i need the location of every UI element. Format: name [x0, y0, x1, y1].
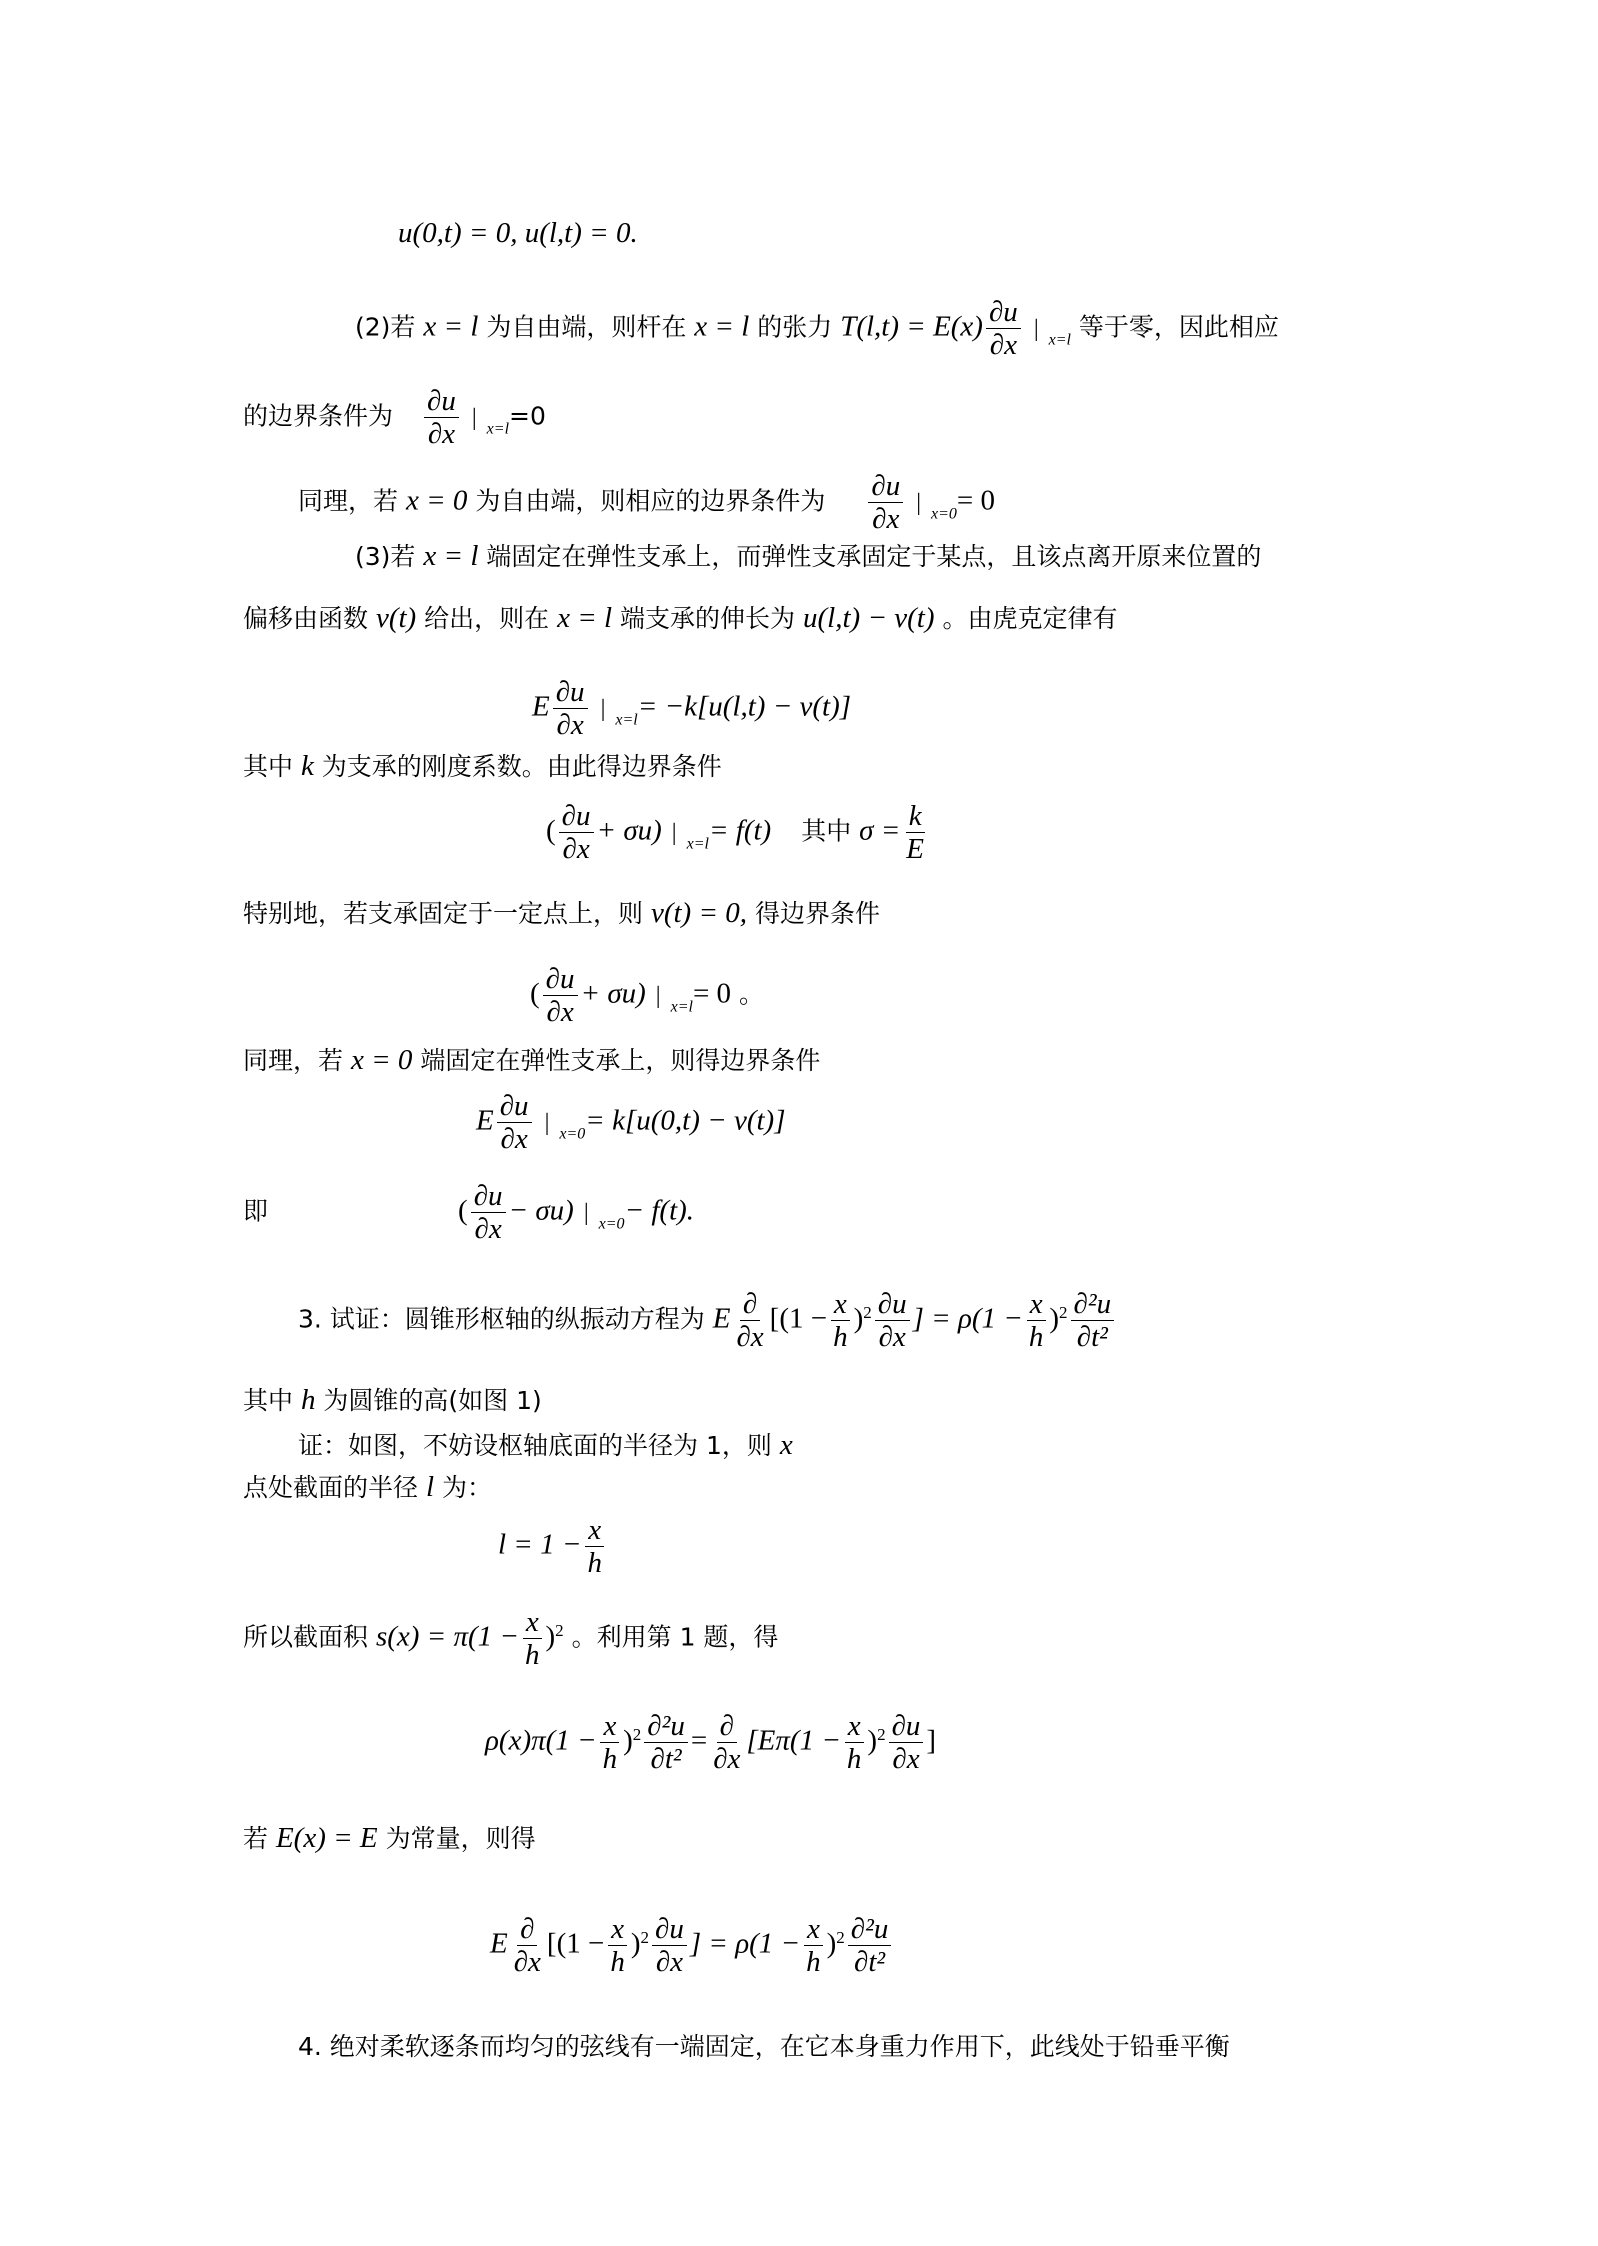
- frac-du-dx: $\frac{\partial u}{\partial x}$: [986, 296, 1021, 361]
- frac-x-h: $\frac{x}{h}$: [584, 1514, 605, 1579]
- frac-d-dx: ∂ ∂x: [513, 1913, 541, 1978]
- para-elastic-zero-end: 同理，若 x = 0 端固定在弹性支承上，则得边界条件: [243, 1044, 821, 1076]
- frac-x-h: $\frac{x}{h}$: [607, 1913, 628, 1978]
- frac-x-h: $\frac{x}{h}$: [600, 1710, 621, 1775]
- eq-radius: l = 1 − $\frac{x}{h}$: [498, 1514, 608, 1579]
- eq-elastic-zero: E $\frac{\partial u}{\partial x}$ | $_{x=0}$= k[u(0,t) − v(t)]: [476, 1090, 786, 1155]
- frac-du-dx: $\frac{\partial u}{\partial x}$: [868, 470, 903, 535]
- frac-d2u-dt2: $\frac{\text{∂²u}}{\text{∂t²}}$: [1071, 1288, 1115, 1353]
- eq-elastic-zero-result: 即 ( $\frac{\partial u}{\partial x}$ − σu) | $_{x=0}$− f(t).: [243, 1180, 695, 1245]
- frac-du-dx: $\frac{\partial u}{\partial x}$: [497, 1090, 532, 1155]
- frac-d-dx: ∂ ∂x: [736, 1288, 764, 1353]
- frac-du-dx: $\frac{\partial u}{\partial x}$: [889, 1710, 924, 1775]
- frac-x-h: $\frac{x}{h}$: [830, 1288, 851, 1353]
- para-free-end-zero: 同理，若 x = 0 为自由端，则相应的边界条件为 $\frac{\partial u}{\partial x}$ | $_{x=0}$= 0: [298, 470, 996, 535]
- eq-final: E ∂ ∂x [(1 − $\frac{x}{h}$ )$^2$ $\frac{\partial u}{\partial x}$ ] = ρ(1 − $\frac{x}{h}$ )$^2$ $\frac{\text{∂²u}}{\text{∂t²}}$: [490, 1913, 894, 1978]
- frac-x-h: $\frac{x}{h}$: [844, 1710, 865, 1775]
- para-fixed-point: 特别地，若支承固定于一定点上，则 v(t) = 0, 得边界条件: [243, 897, 880, 929]
- frac-du-dx: $\frac{\partial u}{\partial x}$: [424, 385, 459, 450]
- frac-d2u-dt2: $\frac{\text{∂²u}}{\text{∂t²}}$: [644, 1710, 688, 1775]
- para-boundary-condition: 的边界条件为 $\frac{\partial u}{\partial x}$ | $_{x=l}$=0: [243, 385, 546, 450]
- para-stiffness: 其中 k 为支承的刚度系数。由此得边界条件: [243, 750, 722, 782]
- para-offset-function: 偏移由函数 v(t) 给出，则在 x = l 端支承的伸长为 u(l,t) − v(t) 。由虎克定律有: [243, 602, 1118, 634]
- frac-du-dx: $\frac{\partial u}{\partial x}$: [543, 963, 578, 1028]
- frac-x-h: $\frac{x}{h}$: [803, 1913, 824, 1978]
- frac-du-dx: $\frac{\partial u}{\partial x}$: [553, 676, 588, 741]
- frac-x-h: $\frac{x}{h}$: [522, 1606, 543, 1671]
- eq-elastic-boundary: ( $\frac{\partial u}{\partial x}$ + σu) | $_{x=l}$= f(t) 其中 σ = $\frac{k}{E}$: [546, 800, 930, 865]
- para-section-radius: 点处截面的半径 l 为：: [243, 1471, 492, 1503]
- para-constant-e: 若 E(x) = E 为常量，则得: [243, 1822, 536, 1854]
- frac-x-h: $\frac{x}{h}$: [1026, 1288, 1047, 1353]
- para-free-end: (2)若 x = l 为自由端，则杆在 x = l 的张力 T(l,t) = E(x) $\frac{\partial u}{\partial x}$ | $_{x=l}$ 等于零，因此相应: [355, 296, 1279, 361]
- para-cone-height: 其中 h 为圆锥的高(如图 1): [243, 1384, 542, 1416]
- frac-d2u-dt2: $\frac{\text{∂²u}}{\text{∂t²}}$: [848, 1913, 892, 1978]
- eq-motion: ρ(x)π(1 − $\frac{x}{h}$ )$^2$ $\frac{\text{∂²u}}{\text{∂t²}}$ = ∂ ∂x [Eπ(1 − $\frac{x}{h}$ )$^2$ $\frac{\partial u}{\partial x}$ ]: [485, 1710, 937, 1775]
- frac-du-dx: $\frac{\partial u}{\partial x}$: [471, 1180, 506, 1245]
- eq-fixed-point-boundary: ( $\frac{\partial u}{\partial x}$ + σu) | $_{x=l}$= 0 。: [530, 963, 765, 1028]
- frac-du-dx: $\frac{\partial u}{\partial x}$: [559, 800, 594, 865]
- eq-hooke: E $\frac{\partial u}{\partial x}$ | $_{x=l}$= −k[u(l,t) − v(t)]: [532, 676, 852, 741]
- proof-start: 证：如图，不妨设枢轴底面的半径为 1，则 x: [298, 1429, 793, 1461]
- para-elastic-support: (3)若 x = l 端固定在弹性支承上，而弹性支承固定于某点，且该点离开原来位置的: [355, 540, 1262, 572]
- para-area: 所以截面积 s(x) = π(1 − $\frac{x}{h}$ )$^2$ 。利用第 1 题，得: [243, 1606, 779, 1671]
- frac-du-dx: $\frac{\partial u}{\partial x}$: [875, 1288, 910, 1353]
- problem-4-statement: 4. 绝对柔软逐条而均匀的弦线有一端固定，在它本身重力作用下，此线处于铅垂平衡: [298, 2032, 1230, 2061]
- frac-du-dx: $\frac{\partial u}{\partial x}$: [652, 1913, 687, 1978]
- frac-d-dx: ∂ ∂x: [713, 1710, 741, 1775]
- eq-boundary-fixed: u(0,t) = 0, u(l,t) = 0.: [398, 217, 638, 249]
- frac-k-e: $\frac{k}{E}$: [906, 800, 924, 865]
- problem-3-statement: 3. 试证：圆锥形枢轴的纵振动方程为 E ∂ ∂x [(1 − $\frac{x}{h}$ )$^2$ $\frac{\partial u}{\partial x}$ ] = ρ(1 − $\frac{x}{h}$ )$^2$ $\frac{\text{∂²u}}{\text{∂t²}}$: [298, 1288, 1117, 1353]
